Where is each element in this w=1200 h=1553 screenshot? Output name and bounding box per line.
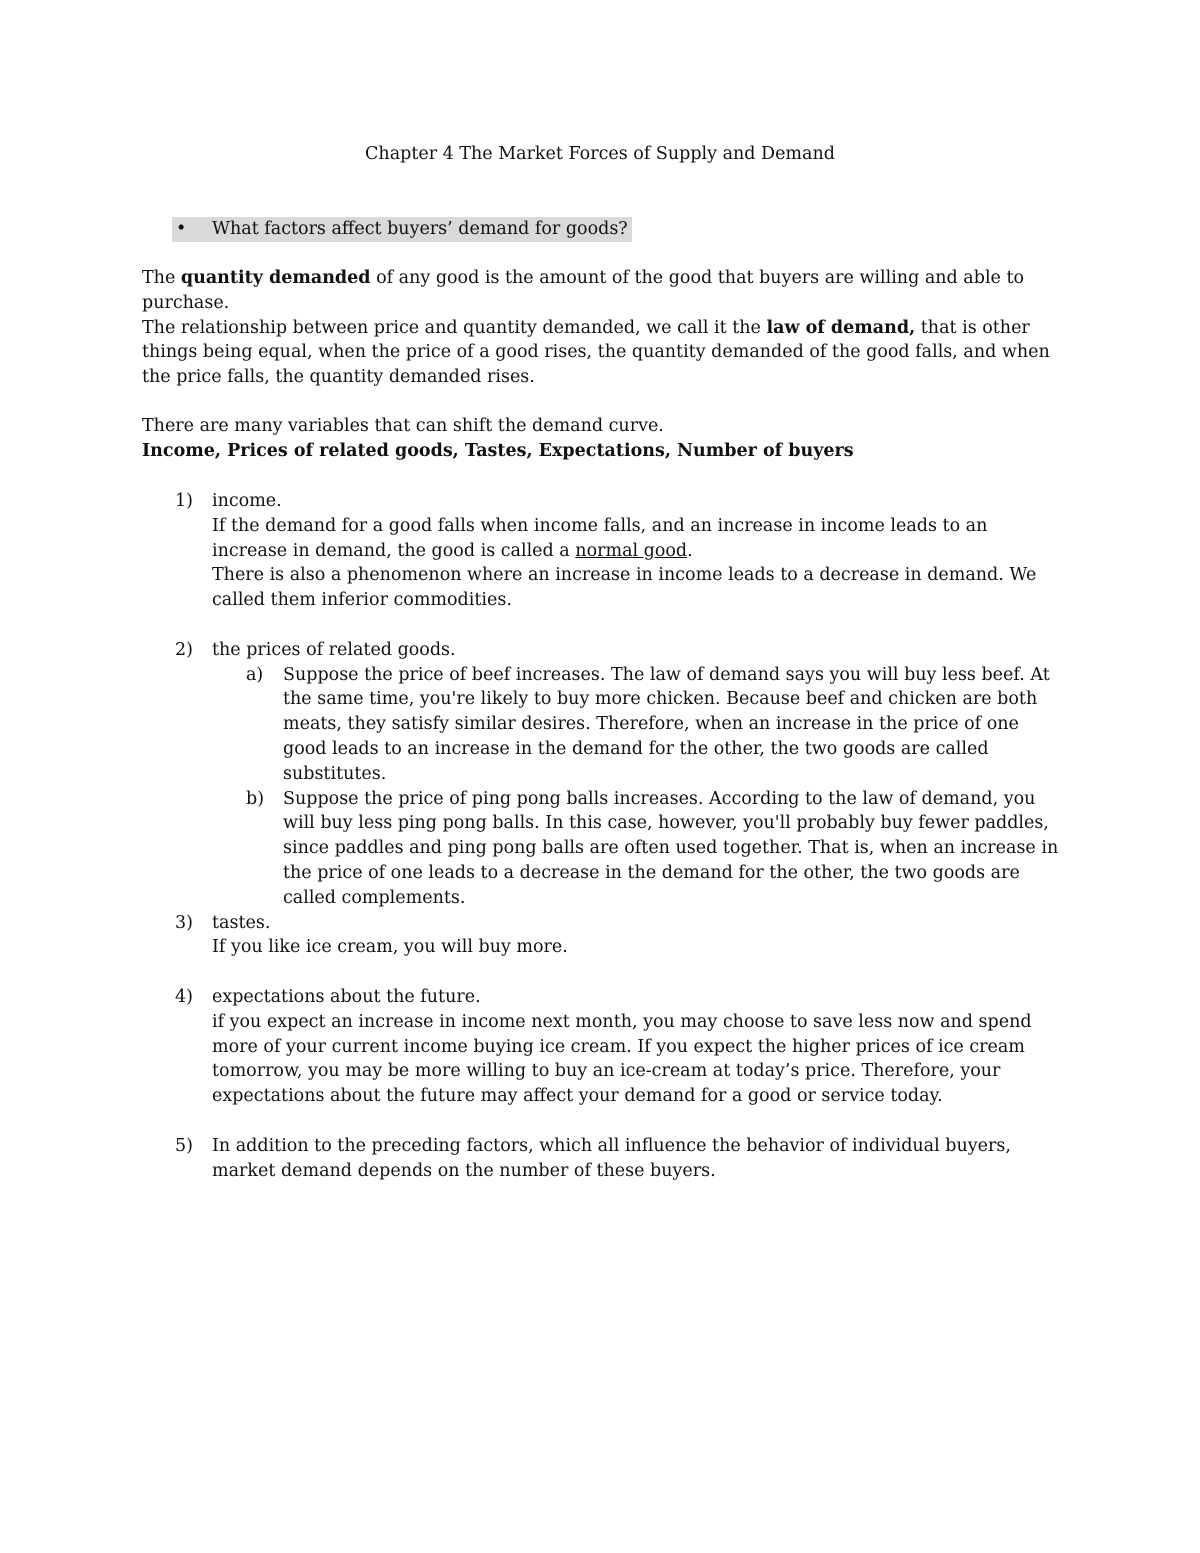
shifters-paragraph	[142, 414, 1062, 464]
factors-list	[142, 489, 1062, 1183]
normal-good-term: normal good	[575, 540, 688, 561]
item-heading: the prices of related goods.	[212, 639, 456, 660]
subitem-complements	[212, 787, 1062, 911]
normal-good-post: .	[687, 540, 693, 561]
normal-good-pre: If the demand for a good falls when income falls, and an increase in income leads to an increase in demand, the good is called a	[212, 515, 988, 561]
quantity-demanded-paragraph	[142, 266, 1062, 316]
subitem-text: Suppose the price of ping pong balls increases. According to the law of demand, you will buy less ping pong balls. In this case, however, you'll probably buy fewer paddles, since paddles and ping pong balls are often used together. That is, when an increase in the price of one leads to a decrease in the demand for the other, the two goods are called complements.	[283, 788, 1059, 908]
item-heading: income.	[212, 491, 282, 511]
subitem-letter: a)	[246, 664, 264, 685]
item-heading: tastes.	[212, 912, 271, 933]
list-number: 3)	[175, 912, 193, 933]
shifters-sentence: There are many variables that can shift the demand curve.	[142, 416, 664, 436]
bullet-icon	[172, 217, 212, 242]
page-title: Chapter 4 The Market Forces of Supply and Demand	[365, 144, 835, 164]
item-text	[212, 514, 1062, 564]
law-pre: The relationship between price and quantity demanded, we call it the	[142, 317, 767, 338]
intro-paragraphs	[142, 266, 1062, 390]
law-of-demand-term: law of demand,	[766, 317, 916, 338]
list-number: 2)	[175, 639, 193, 660]
quantity-demanded-term: quantity demanded	[180, 268, 371, 288]
list-number: 4)	[175, 986, 193, 1007]
law-of-demand-paragraph	[142, 316, 1062, 390]
list-item-number-of-buyers	[142, 1134, 1062, 1184]
bullet-glyph: •	[176, 219, 187, 239]
item-heading: expectations about the future.	[212, 986, 481, 1007]
list-number: 5)	[175, 1135, 193, 1156]
shifters-list: Income, Prices of related goods, Tastes, Expectations, Number of buyers	[142, 440, 854, 461]
item-text: if you expect an increase in income next month, you may choose to save less now and spend more of your current income buying ice cream. If you expect the higher prices of ice cream tomorrow, you may be more willing to buy an ice-cream at today’s price. Therefore, your expectations about the future may affect your demand for a good or service today.	[212, 1011, 1032, 1107]
list-item-income	[142, 489, 1062, 613]
qd-post: of any good is the amount of the good that buyers are willing and able to purchase.	[142, 268, 1025, 313]
question-text: What factors affect buyers’ demand for goods?	[212, 217, 632, 242]
subitem-letter: b)	[246, 788, 265, 809]
item-text: In addition to the preceding factors, which all influence the behavior of individual buyers, market demand depends on the number of these buyers.	[212, 1135, 1011, 1181]
item-text-inferior: There is also a phenomenon where an increase in income leads to a decrease in demand. We called them inferior commodities.	[212, 565, 1037, 611]
list-item-tastes	[142, 911, 1062, 961]
subitem-substitutes	[212, 663, 1062, 787]
qd-pre: The	[142, 268, 181, 288]
subitem-text: Suppose the price of beef increases. The law of demand says you will buy less beef. At the same time, you're likely to buy more chicken. Because beef and chicken are both meats, they satisfy similar desires. Therefore, when an increase in the price of one good leads to an increase in the demand for the other, the two goods are called substitutes.	[283, 664, 1050, 784]
item-text: If you like ice cream, you will buy more.	[212, 937, 568, 958]
list-item-related-goods	[142, 638, 1062, 911]
list-item-expectations	[142, 985, 1062, 1109]
list-number: 1)	[175, 491, 193, 511]
law-post: that is other things being equal, when the price of a good rises, the quantity demanded of the good falls, and when the price falls, the quantity demanded rises.	[142, 317, 1050, 388]
